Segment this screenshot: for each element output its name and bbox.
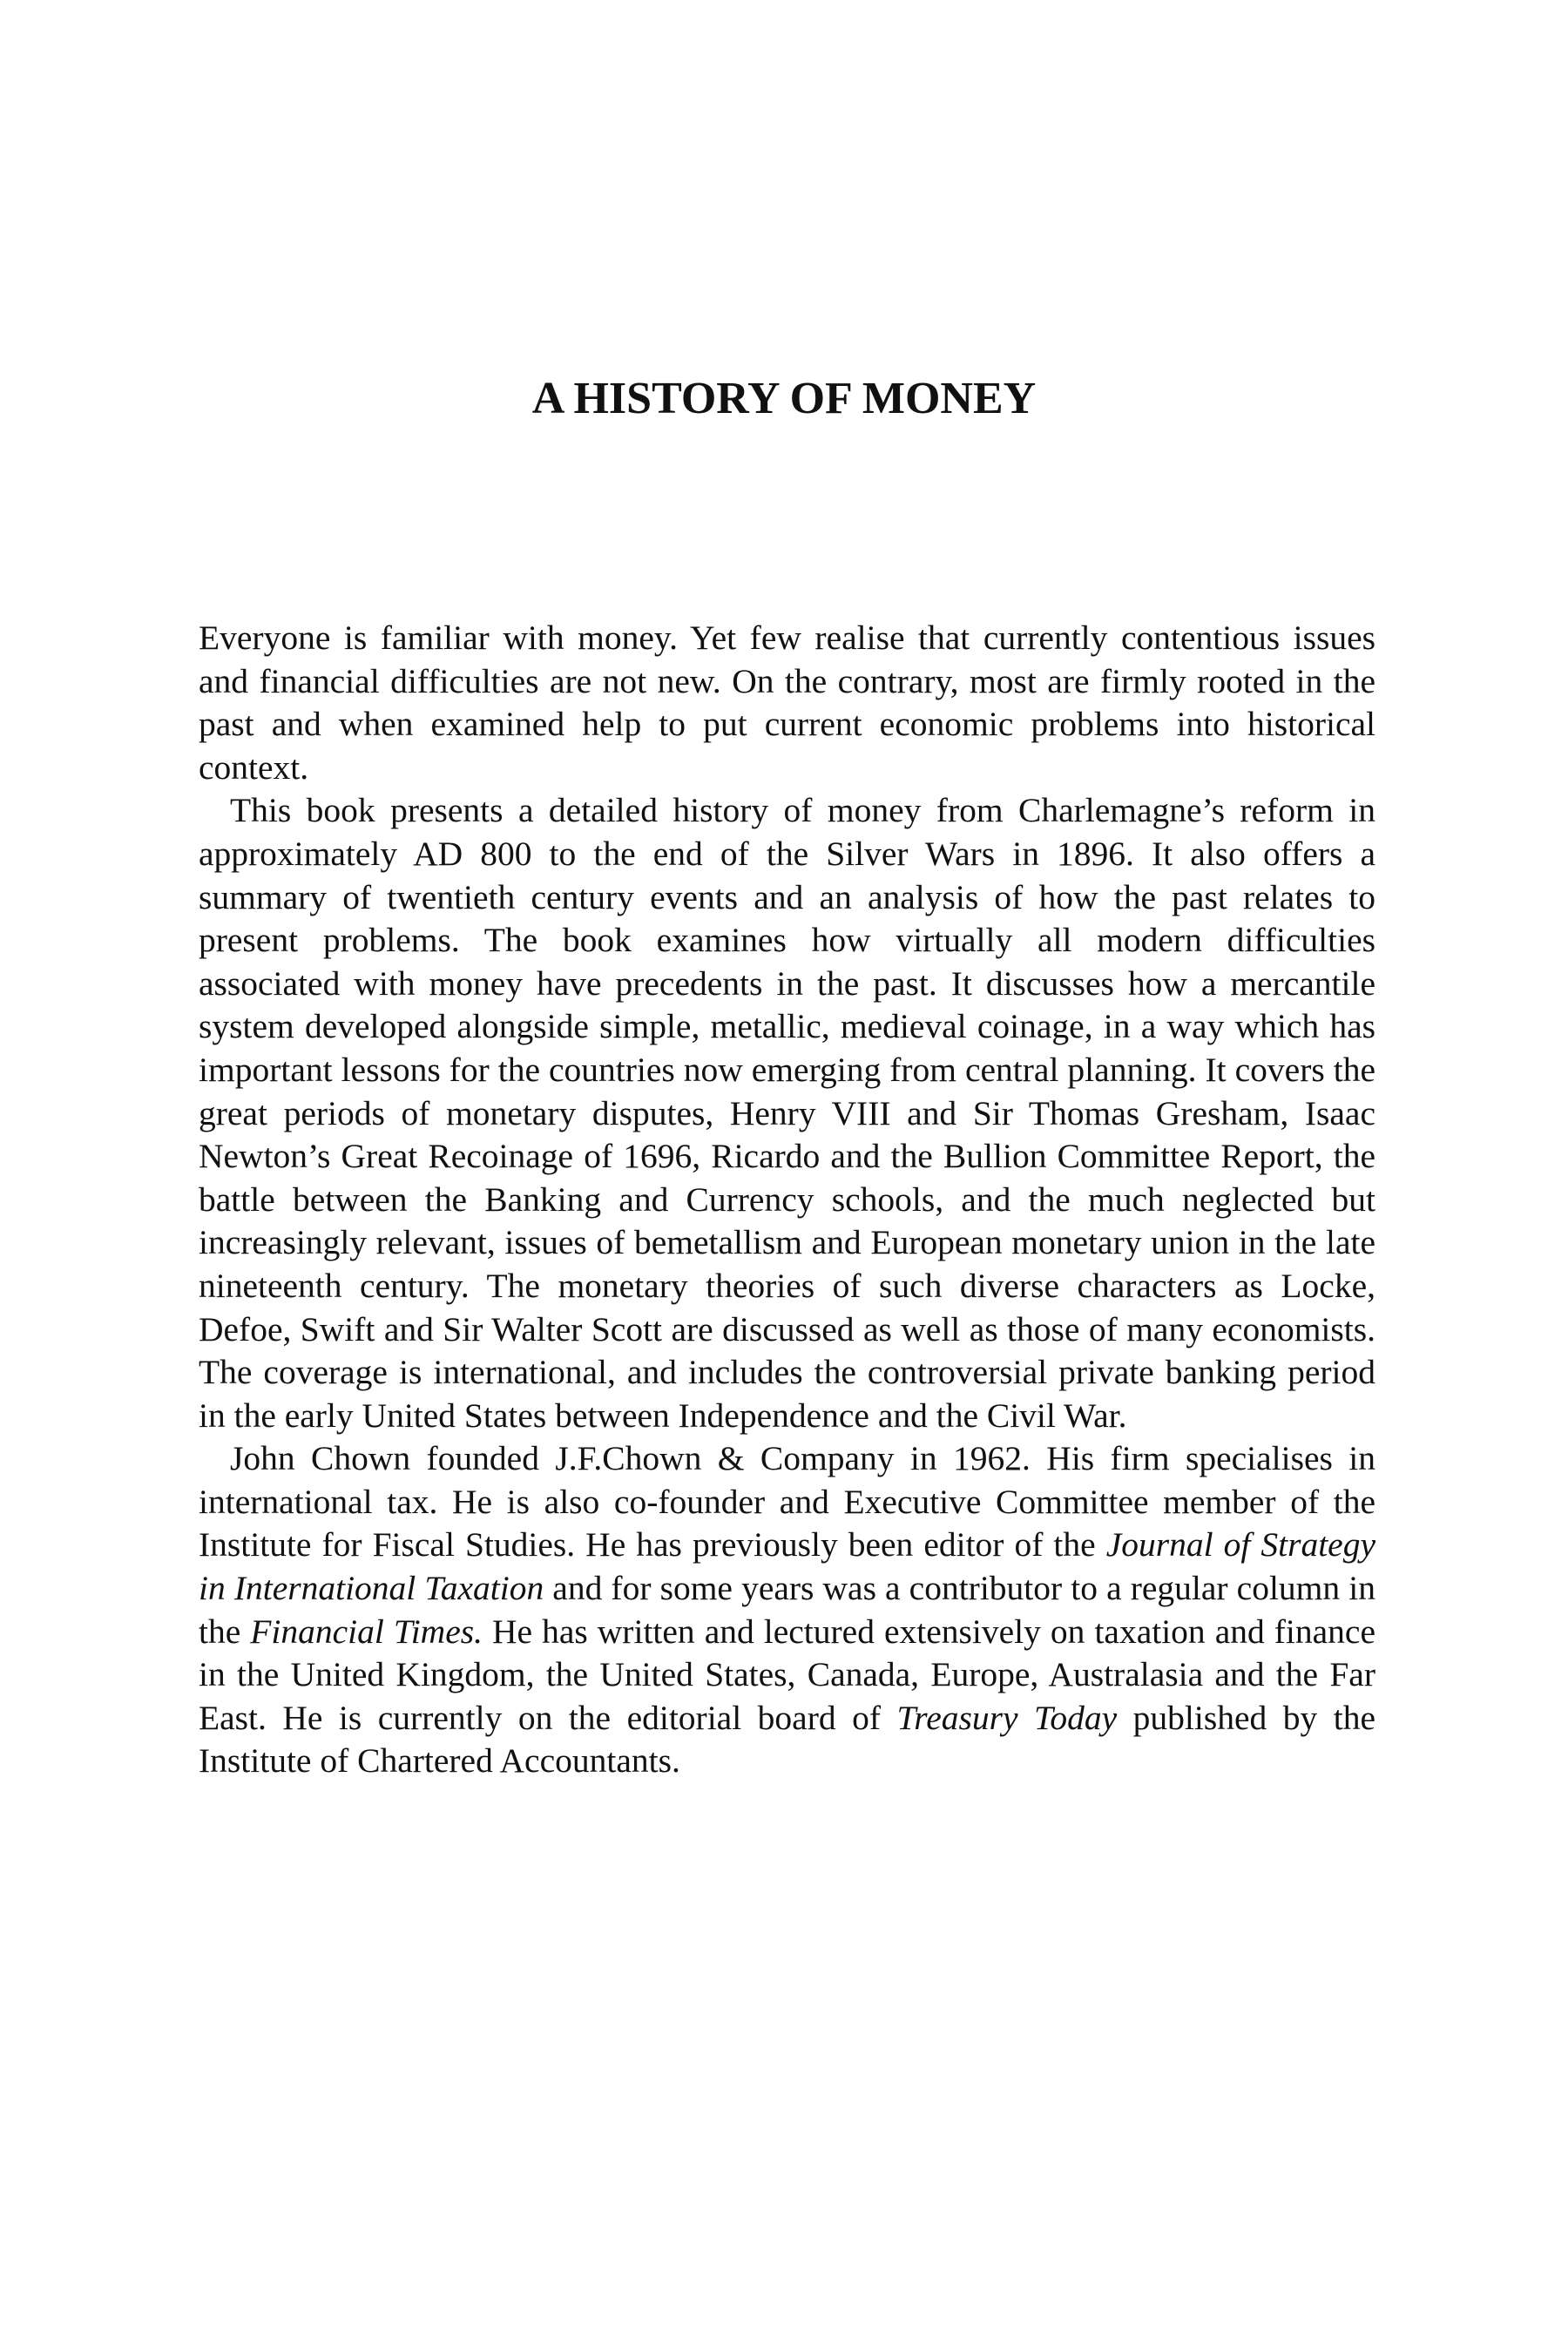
author-bio-text-1: John Chown founded J.F.Chown & Company in 1962. His firm specialises in international tax. He is also co-founder and Executive Committee member of the Institute for Fiscal Studies. He has previously been editor of the [199, 1439, 1375, 1565]
intro-paragraph: Everyone is familiar with money. Yet few realise that currently contentious issues and financial difficulties are not new. On the contrary, most are firmly rooted in the past and when examined help to put current economic problems into historical context. [199, 618, 1375, 787]
magazine-title: Treasury Today [896, 1698, 1118, 1737]
author-bio-text-3: He has written and lectured extensively on taxation and finance in the United Kingdom, the United States, Canada, Europe, Australasia and the Far East. He is currently on the editorial board of [199, 1612, 1375, 1737]
page-title: A HISTORY OF MONEY [531, 374, 1037, 423]
newspaper-title: Financial Times. [250, 1612, 483, 1651]
book-summary-paragraph: This book presents a detailed history of money from Charlemagne’s reform in approximately AD 800 to the end of the Silver Wars in 1896. It also offers a summary of twentieth century events and an analysis of how the past relates to present problems. The book examines how virtually all modern difficulties associated with money have precedents in the past. It discusses how a mercantile system developed alongside simple, metallic, medieval coinage, in a way which has important lessons for the countries now emerging from central planning. It covers the great periods of monetary disputes, Henry VIII and Sir Thomas Gresham, Isaac Newton’s Great Recoinage of 1696, Ricardo and the Bullion Committee Report, the battle between the Banking and Currency schools, and the much neglected but increasingly relevant, issues of bemetallism and European monetary union in the late nineteenth century. The monetary theories of such diverse characters as Locke, Defoe, Swift and Sir Walter Scott are discussed as well as those of many economists. The coverage is international, and includes the controversial private banking period in the early United States between Independence and the Civil War. [199, 791, 1375, 1435]
author-bio-text-2: and for some years was a contributor to a regular column in the [199, 1569, 1375, 1651]
author-bio-paragraph [199, 1437, 1375, 1783]
journal-title: Journal of Strategy in International Taxation [199, 1525, 1375, 1608]
blurb-body [199, 617, 1375, 1783]
author-bio-text-4: published by the Institute of Chartered Accountants. [199, 1698, 1375, 1781]
